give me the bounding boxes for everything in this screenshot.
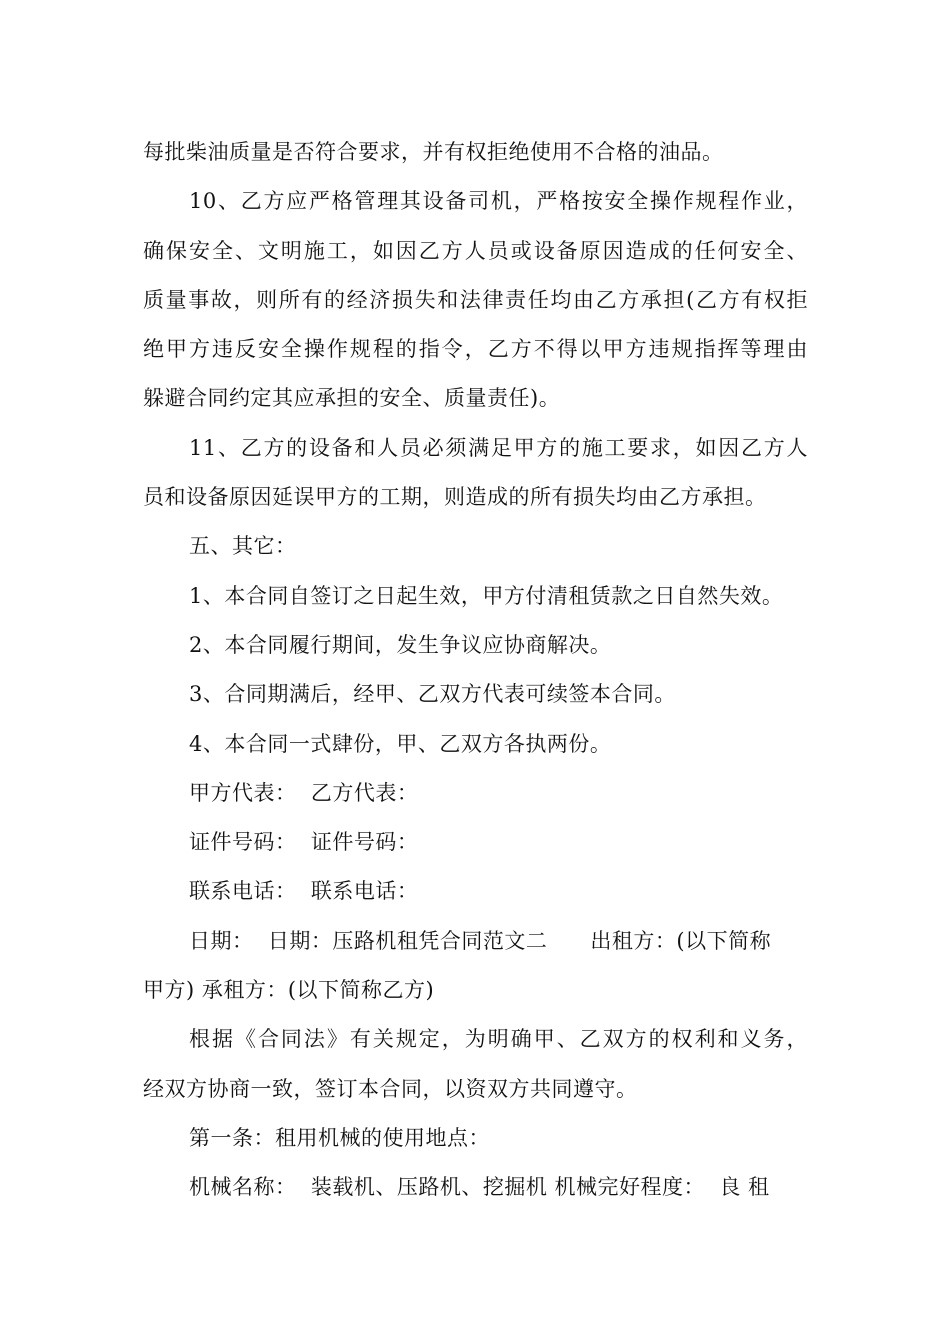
paragraph-machine-name bbox=[143, 1163, 808, 1212]
text-line: 第一条：租用机械的使用地点： bbox=[189, 1125, 490, 1150]
paragraph-item-1 bbox=[143, 572, 808, 621]
paragraph-item-4 bbox=[143, 720, 808, 769]
paragraph-clause-10 bbox=[143, 177, 808, 423]
signature-phone-numbers bbox=[143, 867, 808, 916]
signature-id-numbers bbox=[143, 818, 808, 867]
paragraph-date-and-title bbox=[143, 917, 808, 1016]
text-line: 每批柴油质量是否符合要求，并有权拒绝使用不合格的油品。 bbox=[143, 140, 724, 164]
text-line: 确保安全、文明施工，如因乙方人员或设备原因造成的任何安全、 bbox=[143, 238, 808, 263]
text-line: 机械名称： 装载机、压路机、挖掘机 机械完好程度： 良 租 bbox=[189, 1175, 770, 1200]
section-heading-others bbox=[143, 522, 808, 571]
paragraph-oil-quality bbox=[143, 128, 808, 177]
text-line: 员和设备原因延误甲方的工期，则造成的所有损失均由乙方承担。 bbox=[143, 485, 767, 510]
text-line: 4、本合同一式肆份，甲、乙双方各执两份。 bbox=[189, 731, 612, 756]
document-body bbox=[143, 128, 808, 1213]
text-line: 绝甲方违反安全操作规程的指令，乙方不得以甲方违规指挥等理由 bbox=[143, 337, 808, 362]
signature-representatives bbox=[143, 769, 808, 818]
text-line: 根据《合同法》有关规定，为明确甲、乙双方的权利和义务， bbox=[189, 1027, 808, 1052]
text-line: 10、乙方应严格管理其设备司机，严格按安全操作规程作业， bbox=[189, 189, 808, 214]
text-line: 甲方) 承租方：(以下简称乙方) bbox=[143, 978, 435, 1003]
paragraph-item-3 bbox=[143, 670, 808, 719]
text-line: 质量事故，则所有的经济损失和法律责任均由乙方承担(乙方有权拒 bbox=[143, 287, 808, 312]
text-line: 2、本合同履行期间，发生争议应协商解决。 bbox=[189, 632, 612, 657]
text-line: 五、其它： bbox=[189, 534, 297, 559]
paragraph-clause-11 bbox=[143, 424, 808, 523]
paragraph-item-2 bbox=[143, 621, 808, 670]
text-line: 联系电话： 联系电话： bbox=[189, 879, 419, 904]
text-line: 3、合同期满后，经甲、乙双方代表可续签本合同。 bbox=[189, 682, 676, 707]
text-line: 日期： 日期：压路机租凭合同范文二 出租方：(以下简称 bbox=[189, 928, 772, 953]
text-line: 经双方协商一致，签订本合同，以资双方共同遵守。 bbox=[143, 1076, 638, 1101]
paragraph-article-1 bbox=[143, 1114, 808, 1163]
text-line: 甲方代表： 乙方代表： bbox=[189, 780, 419, 805]
text-line: 证件号码： 证件号码： bbox=[189, 830, 419, 855]
text-line: 11、乙方的设备和人员必须满足甲方的施工要求，如因乙方人 bbox=[189, 435, 808, 460]
paragraph-contract-law bbox=[143, 1015, 808, 1114]
text-line: 躲避合同约定其应承担的安全、质量责任)。 bbox=[143, 386, 561, 411]
text-line: 1、本合同自签订之日起生效，甲方付清租赁款之日自然失效。 bbox=[189, 583, 784, 608]
